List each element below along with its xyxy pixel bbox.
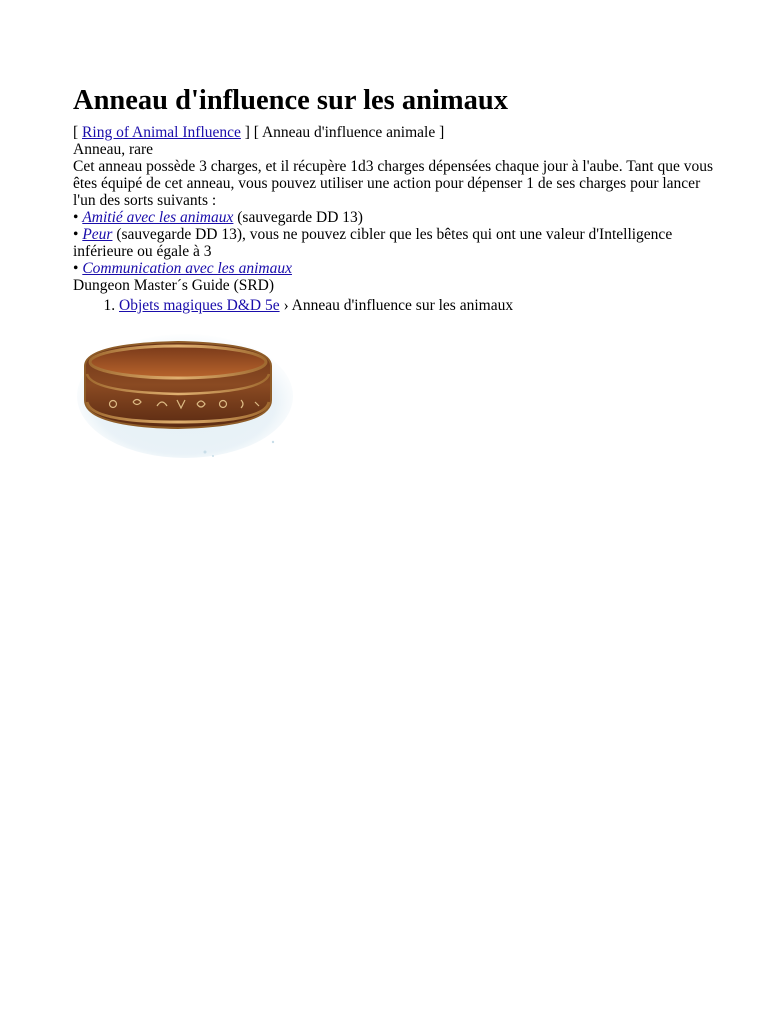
bracket-open: [ <box>73 124 83 141</box>
type-rarity: Anneau, rare <box>73 141 154 158</box>
spell-item <box>73 209 713 226</box>
bullet: • <box>73 260 83 277</box>
spell-note: (sauvegarde DD 13), vous ne pouvez cibler que les bêtes qui ont une valeur d'Intelligence inférieure ou égale à 3 <box>73 226 673 260</box>
spell-note: (sauvegarde DD 13) <box>233 209 363 226</box>
bullet: • <box>73 226 83 243</box>
breadcrumb-parent-link[interactable]: Objets magiques D&D 5e <box>119 297 280 314</box>
item-description: Cet anneau possède 3 charges, et il récupère 1d3 charges dépensées chaque jour à l'aube. Tant que vous êtes équipé de cet anneau, vous pouvez utiliser une action pour dépenser 1 de ses charges pour lancer l'un des sorts suivants : <box>73 158 713 209</box>
bracket-middle: ] [ <box>240 124 262 141</box>
article <box>73 84 713 316</box>
bracket-close: ] <box>435 124 445 141</box>
ring-image <box>73 322 293 460</box>
bullet: • <box>73 209 83 226</box>
alternate-name: Anneau d'influence animale <box>261 124 436 141</box>
spell-link-amitie[interactable]: Amitié avec les animaux <box>82 209 234 226</box>
breadcrumb-current: Anneau d'influence sur les animaux <box>291 297 514 314</box>
english-name-link[interactable]: Ring of Animal Influence <box>82 124 241 141</box>
breadcrumb-item <box>119 296 713 316</box>
spell-item <box>73 260 713 277</box>
page-title: Anneau d'influence sur les animaux <box>73 85 508 116</box>
spell-item <box>73 226 713 260</box>
spell-link-communication[interactable]: Communication avec les animaux <box>82 260 292 277</box>
item-names-line <box>73 124 713 141</box>
source-book: Dungeon Master´s Guide (SRD) <box>73 277 275 294</box>
spell-link-peur[interactable]: Peur <box>82 226 113 243</box>
breadcrumb <box>73 296 713 316</box>
breadcrumb-separator: › <box>279 297 292 314</box>
